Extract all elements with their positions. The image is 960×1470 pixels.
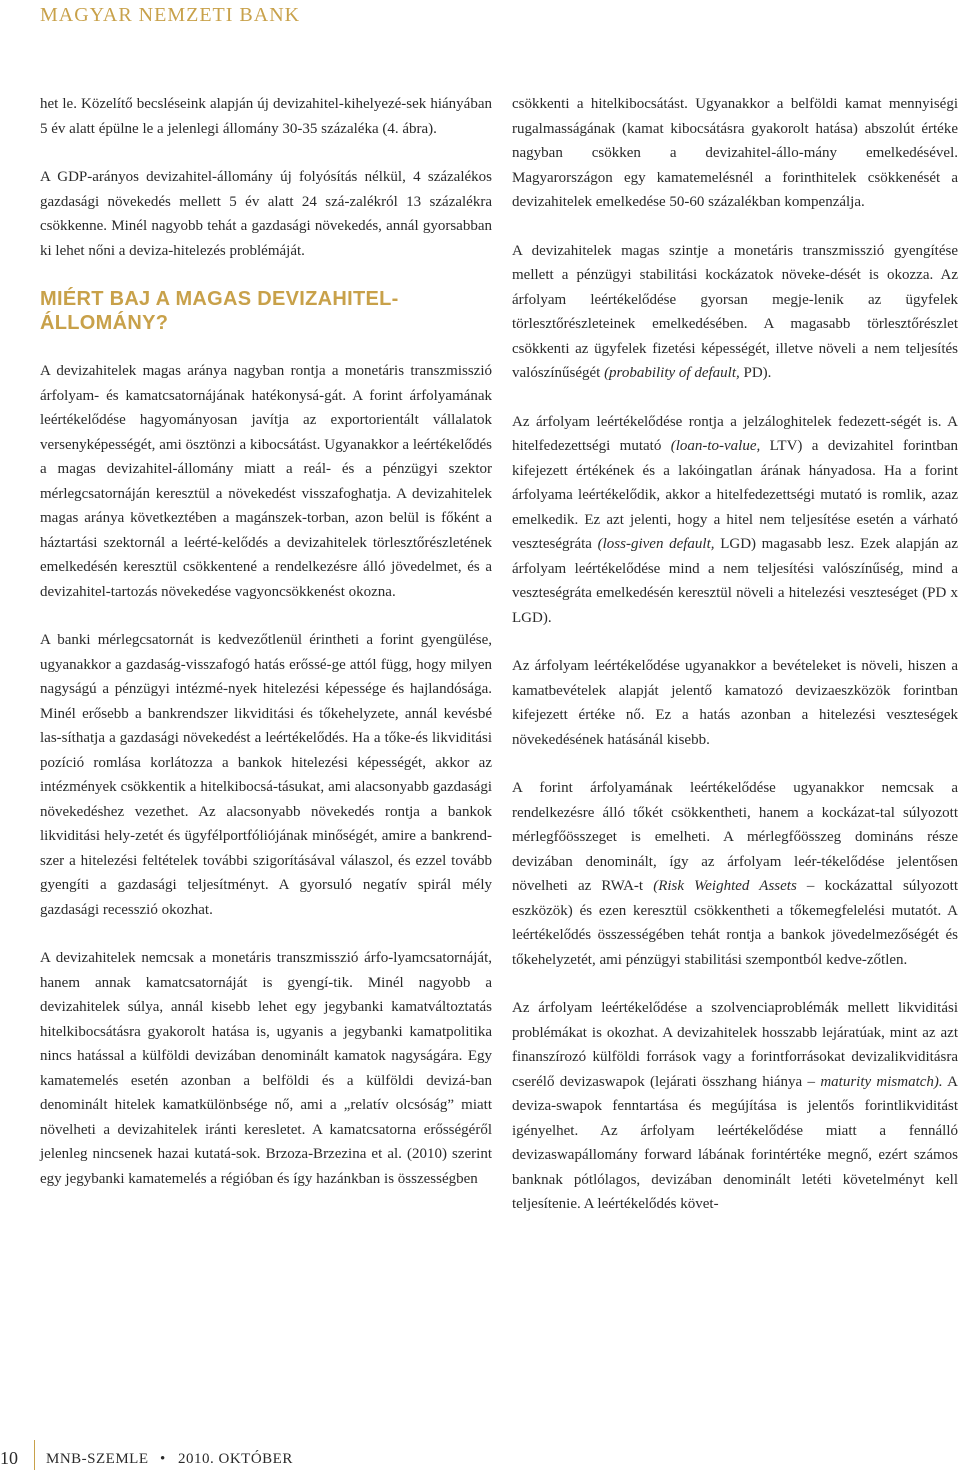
paragraph-text: A devizahitelek magas szintje a monetáris transzmisszió gyengítése mellett a pénzügyi stabilitási kockázatok növeke-dését is okozza. Az árfolyam leértékelődése gyorsan megje-lenik az ügyfelek törlesztőrészleteinek emelkedésében. A magasabb törlesztőrészlet csökkenti az ügyfelek fizetési képességét, illetve növeli a nem teljesítés valószínűségét bbox=[512, 242, 958, 381]
journal-name: MNB-SZEMLE bbox=[46, 1451, 149, 1467]
paragraph-text: PD). bbox=[739, 365, 772, 381]
paragraph-text: Az árfolyam leértékelődése a szolvenciaproblémák mellett likviditási problémákat is okozhat. A devizahitelek hosszabb lejáratúak, mint az azt finanszírozó külföldi források vagy a forintforrásokat devizalikviditásra cserélő devizaswapok (lejárati összhang hiánya – bbox=[512, 1000, 958, 1090]
italic-term: (loan-to-value, bbox=[670, 438, 761, 454]
paragraph: Az árfolyam leértékelődése ugyanakkor a bevételeket is növeli, hiszen a kamatbevételek alapját jelentő kamatozó devizaeszközök forintban kifejezett értéke nő. Ez a hatás azonban a hitelezési veszteségek növekedésének hatásánál kisebb. bbox=[512, 658, 958, 748]
footer-separator: • bbox=[160, 1451, 166, 1467]
paragraph bbox=[512, 996, 958, 1217]
paragraph-text: A forint árfolyamának leértékelődése ugyanakkor nemcsak a rendelkezésre álló tőkét csökkentheti, hanem a kockázat-tal súlyozott mérlegfőösszeget is emelheti. A mérlegfőösszeg domináns része devizában denominált, így az árfolyam leér-tékelődése jelentősen növelheti az RWA-t bbox=[512, 780, 958, 894]
paragraph: A devizahitelek nemcsak a monetáris transzmisszió árfo-lyamcsatornáját, hanem annak kamatcsatornáját is gyengí-tik. Minél nagyobb a devizahitelek súlya, annál kisebb lehet egy jegybanki kamatváltoztatás hitelkibocsátásra gyakorolt hatása is, ugyanis a jegybanki kamatpolitika nincs hatással a külföldi devizában denominált kamatok nagyságára. Egy kamatemelés esetén azonban a belföldi és a külföldi devizá-ban denominált hitelek kamatkülönbsége nő, ami a „relatív olcsóság” miatt növelheti a devizahitelek iránti keresletet. A kamatcsatorna erősségéről jelenleg nincsenek hazai kutatá-sok. Brzoza-Brzezina et al. (2010) szerint egy jegybanki kamatemelés a régióban és így hazánkban is összességben bbox=[40, 950, 492, 1187]
paragraph-text: – kockázattal súlyozott eszközök) és ezen keresztül csökkentheti a tőkemegfelelési mutatót. A leértékelődés összességében tehát rontja a bankok jövedelmezőségét és tőkehelyzetét, ami pénzügyi stabilitási szempontból kedve-zőtlen. bbox=[512, 878, 958, 968]
footer-divider bbox=[34, 1440, 35, 1470]
paragraph-text: A deviza-swapok fenntartása és megújítása is jelentős forintlikviditást igényelhet. Az árfolyam leértékelődése miatt a fennálló devizaswapállomány forward lábának forintértéke megnő, ezért számos banknak pótlólagos, devizában denominált letéti követelményt kell teljesítenie. A leértékelődés követ- bbox=[512, 1073, 958, 1212]
italic-term: (Risk Weighted Assets bbox=[653, 878, 797, 894]
paragraph: csökkenti a hitelkibocsátást. Ugyanakkor a belföldi kamat mennyiségi rugalmasságának (kamat kibocsátásra gyakorolt hatása) abszolút értéke nagyban csökken a devizahitel-állo-mány emelkedésével. Magyarországon egy kamatemelésnél a forinthitelek csökkenését a devizahitelek emelkedése 50-60 százalékban kompenzálja. bbox=[512, 96, 958, 210]
italic-term: (probability of default, bbox=[604, 365, 740, 381]
italic-term: maturity mismatch). bbox=[820, 1073, 943, 1090]
section-heading: MIÉRT BAJ A MAGAS DEVIZAHITEL-ÁLLOMÁNY? bbox=[40, 288, 399, 334]
right-column bbox=[512, 92, 958, 1217]
page-footer bbox=[0, 1448, 960, 1470]
paragraph: het le. Közelítő becsléseink alapján új devizahitel-kihelyezé-sek hiányában 5 év alatt épülne le a jelenlegi állomány 30-35 százaléka (4. ábra). bbox=[40, 96, 492, 137]
paragraph-text: Az árfolyam leértékelődése rontja a jelzáloghitelek fedezett-ségét is. A hitelfedezettségi mutató bbox=[512, 413, 958, 454]
paragraph-text: LTV) a devizahitel forintban kifejezett értékének és a lakóingatlan árának hányadosa. Ha a forint árfolyama leértékelődik, akkor a hitelfedezettségi mutató is romlik, azaz emelkedik. Ez azt jelenti, hogy a hitel nem teljesítése esetén a várható veszteségráta bbox=[512, 438, 958, 552]
paragraph bbox=[512, 410, 958, 631]
italic-term: (loss-given default, bbox=[597, 536, 715, 552]
paragraph: A banki mérlegcsatornát is kedvezőtlenül érintheti a forint gyengülése, ugyanakkor a gazdaság-visszafogó hatás erőssé-ge attól függ, hogy milyen nagyságú a pénzügyi intézmé-nyek hitelezési képessége és hajlandósága. Minél erősebb a bankrendszer likviditási és tőkehelyzete, annál kevésbé las-síthatja a gazdasági növekedést a leértékelődés. Ha a tőke-és likviditási pozíció romlása korlátozza a bankok hitelezési képességét, akkor az intézmények csökkentik a hitelkibocsá-tásukat, ami alacsonyabb gazdasági növekedéshez vezethet. Az alacsonyabb növekedés rontja a bankok likviditási hely-zetét és ügyfélportfóliójának minőségét, amire a bankrend-szer a hitelezési feltételek további szigorításával válaszol, és ezzel tovább gyengíti a gazdasági teljesítményt. A gyorsuló negatív spirál mély gazdasági recesszió okozhat. bbox=[40, 632, 492, 918]
paragraph: A GDP-arányos devizahitel-állomány új folyósítás nélkül, 4 százalékos gazdasági növekedés mellett 5 év alatt 24 szá-zalékról 13 százalékra csökkenne. Minél nagyobb tehát a gazdasági növekedés, annál gyorsabban ki lehet nőni a deviza-hitelezés problémáját. bbox=[40, 169, 492, 259]
issue-date: 2010. OKTÓBER bbox=[178, 1451, 293, 1467]
page-number: 10 bbox=[0, 1448, 18, 1468]
paragraph bbox=[512, 776, 958, 972]
paragraph bbox=[512, 239, 958, 386]
paragraph-text: LGD) magasabb lesz. Ezek alapján az árfolyam leértékelődése mind a nem teljesítési valószínűség, mind a veszteségráta emelkedésén keresztül növeli a hitelezési veszteséget (PD x LGD). bbox=[512, 536, 958, 626]
left-column bbox=[40, 92, 492, 1191]
page-header-title: MAGYAR NEMZETI BANK bbox=[40, 4, 301, 26]
paragraph: A devizahitelek magas aránya nagyban rontja a monetáris transzmisszió árfolyam- és kamatcsatornájának hatékonysá-gát. A forint árfolyamának leértékelődése hagyományosan javítja az exportorientált vállalatok versenyképességét, ami ösztönzi a kibocsátást. Ugyanakkor a leértékelődés a magas devizahitel-állomány miatt a reál- és a pénzügyi szektor mérlegcsatornáján keresztül a növekedést visszafoghatja. A devizahitelek magas aránya következtében a magánszek-torban, azon belül is főként a háztartási szektornál a leérté-kelődés a devizahitelek törlesztőrészletének emelkedésén keresztül csökkentené a rendelkezésre álló jövedelmet, és a devizahitel-tartozás növekedése vagyoncsökkenést okozna. bbox=[40, 363, 492, 600]
